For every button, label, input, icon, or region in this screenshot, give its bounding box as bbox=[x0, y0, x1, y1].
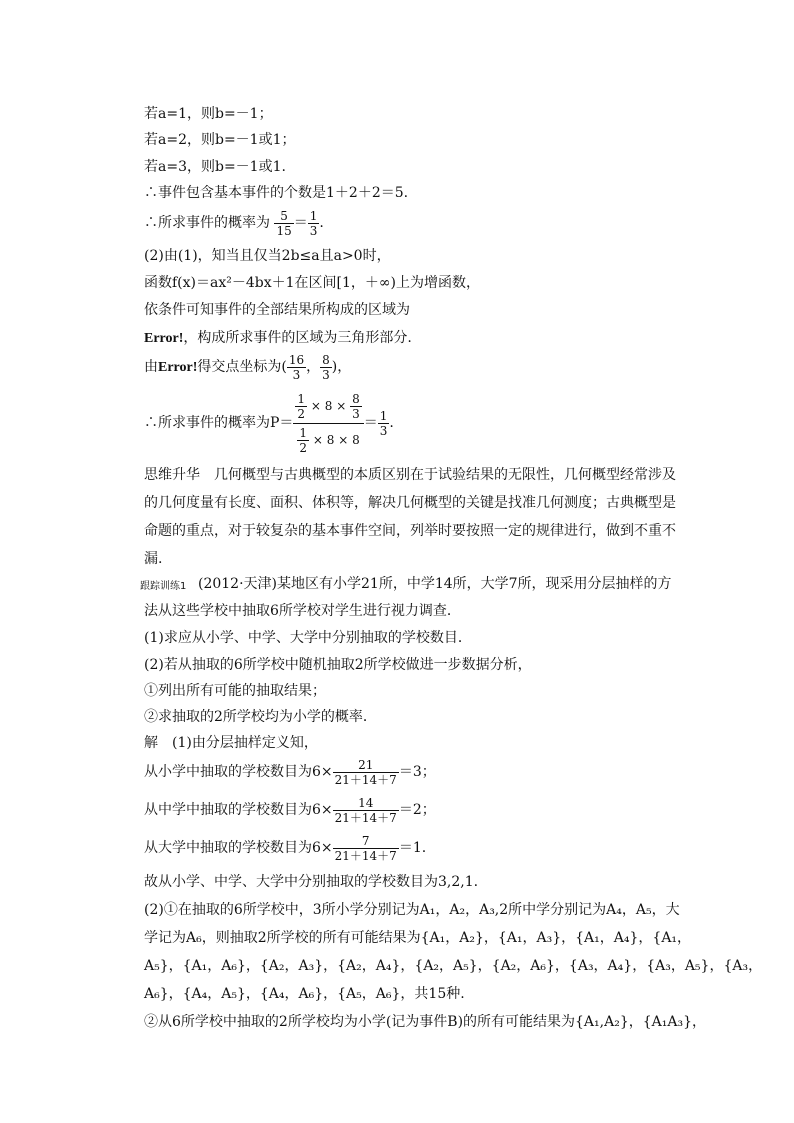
fraction: $\frac{16}{3}$ bbox=[288, 352, 305, 382]
exercise-tag: 跟踪训练1 bbox=[140, 581, 187, 592]
error-text: Error! bbox=[144, 331, 184, 346]
fraction: $\frac{7}{21+14+7}$ bbox=[334, 833, 397, 863]
line-region-2: Error!，构成所求事件的区域为三角形部分. bbox=[144, 330, 412, 346]
question-part-2: (2)若从抽取的6所学校中随机抽取2所学校做进一步数据分析， bbox=[144, 657, 532, 673]
line-probability-1: ∴所求事件的概率为 $\frac{5}{15}$ ＝ $\frac{1}{3}$ . bbox=[144, 208, 324, 238]
fraction: $\frac{5}{15}$ bbox=[276, 208, 292, 238]
line-intersection: 由Error!得交点坐标为( $\frac{16}{3}$ ， $\frac{8}{3}$ )， bbox=[144, 352, 352, 382]
line-probability-2: ∴所求事件的概率为P＝ $\frac{1}{2}$ × 8 × $\frac{8}{3}$ $\frac{1}{2}$ × 8 × 8 ＝ $\frac{1}{3}$ . bbox=[144, 391, 394, 455]
summary-line-4: 漏. bbox=[144, 551, 163, 567]
solution-part2-line-5: ②从6所学校中抽取的2所学校均为小学(记为事件B)的所有可能结果为{A₁,A₂}，{A₁A₃}， bbox=[144, 1014, 706, 1030]
line-count: ∴事件包含基本事件的个数是1＋2＋2＝5. bbox=[144, 185, 409, 201]
line-case-a3: 若a=3，则b=－1或1. bbox=[144, 159, 286, 175]
summary-line-3: 命题的重点，对于较复杂的基本事件空间，列举时要按照一定的规律进行，做到不重不 bbox=[144, 523, 676, 539]
solution-university: 从大学中抽取的学校数目为6× $\frac{7}{21+14+7}$ ＝1. bbox=[144, 833, 427, 863]
summary-line-1: 思维升华 几何概型与古典概型的本质区别在于试验结果的无限性，几何概型经常涉及 bbox=[144, 467, 676, 483]
solution-part2-line-1: (2)①在抽取的6所学校中，3所小学分别记为A₁，A₂，A₃,2所中学分别记为A₄，A₅，大 bbox=[144, 902, 680, 918]
solution-primary: 从小学中抽取的学校数目为6× $\frac{21}{21+14+7}$ ＝3； bbox=[144, 757, 436, 787]
fraction: $\frac{21}{21+14+7}$ bbox=[334, 757, 397, 787]
fraction: $\frac{1}{3}$ bbox=[309, 208, 318, 238]
compound-fraction: $\frac{1}{2}$ × 8 × $\frac{8}{3}$ $\frac{1}{2}$ × 8 × 8 bbox=[293, 392, 363, 455]
line-case-a1: 若a=1，则b=－1； bbox=[144, 106, 273, 122]
summary-line-2: 的几何度量有长度、面积、体积等，解决几何概型的关键是找准几何测度；古典概型是 bbox=[144, 495, 676, 511]
solution-middle: 从中学中抽取的学校数目为6× $\frac{14}{21+14+7}$ ＝2； bbox=[144, 795, 436, 825]
fraction: $\frac{14}{21+14+7}$ bbox=[334, 795, 397, 825]
line-part2-intro: (2)由(1)，知当且仅当2b≤a且a>0时， bbox=[144, 248, 391, 264]
question-part-2-2: ②求抽取的2所学校均为小学的概率． bbox=[144, 709, 377, 725]
solution-part2-line-3: A₅}，{A₁，A₆}，{A₂，A₃}，{A₂，A₄}，{A₂，A₅}，{A₂，A₆}，{A₃，A₄}，{A₃，A₅}，{A₃， bbox=[144, 958, 763, 974]
line-function: 函数f(x)＝ax²－4bx＋1在区间[1，＋∞)上为增函数， bbox=[144, 275, 481, 291]
question-line-2: 法从这些学校中抽取6所学校对学生进行视力调查． bbox=[144, 603, 461, 619]
question-part-1: (1)求应从小学、中学、大学中分别抽取的学校数目． bbox=[144, 630, 472, 646]
question-part-2-1: ①列出所有可能的抽取结果； bbox=[144, 683, 326, 699]
question-line-1: (2012·天津)某地区有小学21所，中学14所，大学7所，现采用分层抽样的方 bbox=[198, 576, 672, 592]
solution-summary: 故从小学、中学、大学中分别抽取的学校数目为3,2,1. bbox=[144, 874, 479, 890]
solution-part2-line-4: A₆}，{A₄，A₅}，{A₄，A₆}，{A₅，A₆}，共15种. bbox=[144, 986, 465, 1002]
fraction: $\frac{8}{3}$ bbox=[322, 352, 330, 382]
solution-intro: 解 (1)由分层抽样定义知， bbox=[144, 735, 318, 751]
solution-part2-line-2: 学记为A₆，则抽取2所学校的所有可能结果为{A₁，A₂}，{A₁，A₃}，{A₁，A₄}，{A₁， bbox=[144, 930, 692, 946]
fraction: $\frac{1}{3}$ bbox=[379, 408, 388, 438]
line-region: 依条件可知事件的全部结果所构成的区域为 bbox=[144, 302, 410, 318]
line-case-a2: 若a=2，则b=－1或1； bbox=[144, 132, 296, 148]
